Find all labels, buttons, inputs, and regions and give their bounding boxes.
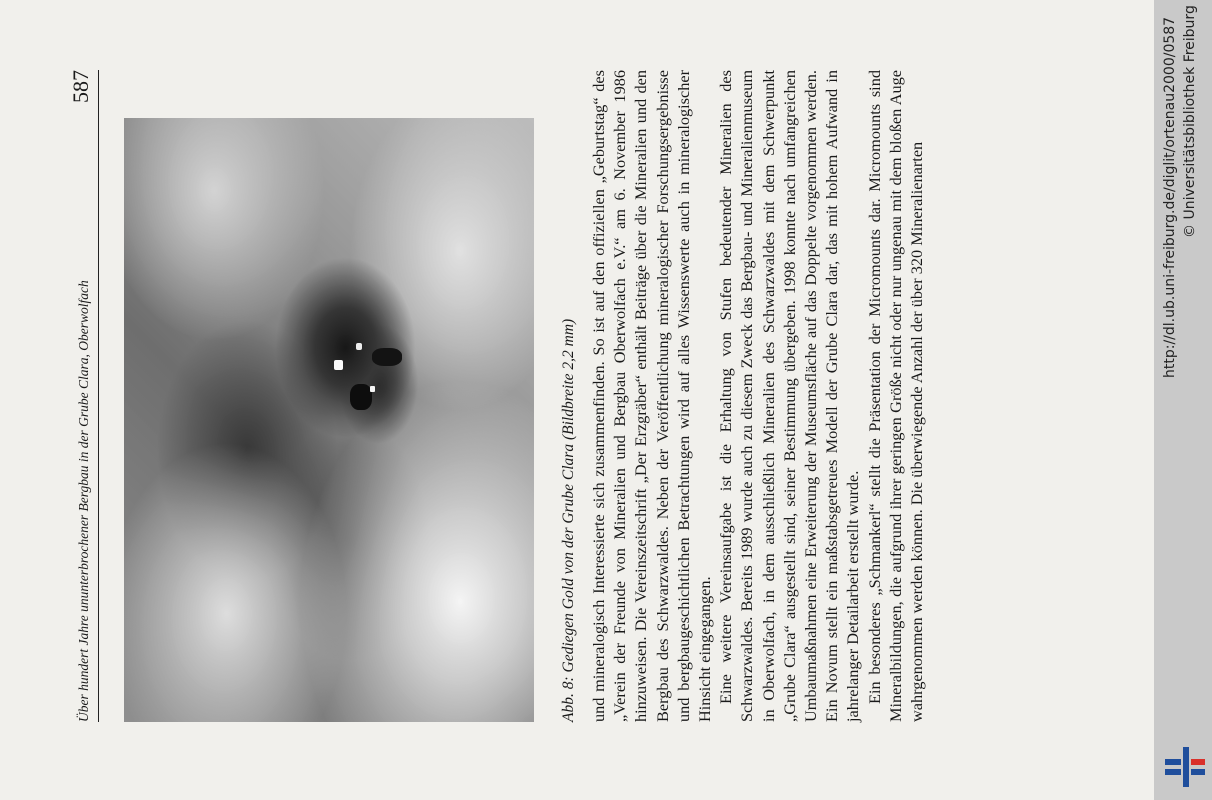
- gold-speck: [334, 360, 343, 370]
- gold-speck: [356, 343, 362, 350]
- page-number: 587: [68, 70, 93, 103]
- photo-detail: [350, 384, 372, 410]
- ub-freiburg-logo-icon: [1163, 745, 1207, 789]
- figure-photo: [124, 118, 534, 722]
- paragraph: Eine weitere Vereinsaufgabe ist die Erhaltung von Stufen bedeutender Mineralien des Schwarzwaldes. Bereits 1989 wurde auch zu diesem Zweck das Bergbau- und Mineralienmuseum in Oberwolfach, in dem ausschließlich Mineralien des Schwarzwaldes mit dem Schwerpunkt „Grube Clara“ ausgestellt sind, seiner Bestimmung übergeben. 1998 konnte nach umfangreichen Umbaumaßnahmen eine Erweiterung der Museumsfläche auf das Doppelte vorgenommen werden. Ein Novum stellt ein maßstabsgetreues Modell der Grube Clara dar, das mit hohem Aufwand in jahrelanger Detailarbeit erstellt wurde.: [716, 70, 863, 722]
- paragraph: Ein besonderes „Schmankerl“ stellt die Präsentation der Micromounts dar. Micromounts sind Mineralbildungen, die aufgrund ihrer geringen Größe nicht oder nur ungenau mit dem bloßen Auge wahrgenommen werden können. Die überwiegende Anzahl der über 320 Mineralienarten: [864, 70, 927, 722]
- figure-caption: Abb. 8: Gediegen Gold von der Grube Clara (Bildbreite 2,2 mm): [560, 318, 577, 722]
- running-header: [54, 70, 99, 722]
- copyright-text: © Universitätsbibliothek Freiburg: [1182, 5, 1198, 238]
- source-url-link[interactable]: http://dl.ub.uni-freiburg.de/diglit/ortenau2000/0587: [1162, 16, 1178, 378]
- photo-detail: [372, 348, 402, 366]
- gold-speck: [370, 386, 375, 392]
- header-title: Über hundert Jahre ununterbrochener Bergbau in der Grube Clara, Oberwolfach: [76, 280, 91, 722]
- paragraph: und mineralogisch Interessierte sich zusammenfinden. So ist auf den offiziellen „Geburtstag“ des „Verein der Freunde von Mineralien und Bergbau Oberwolfach e.V.“ am 6. November 1986 hinzuweisen. Die Vereinszeitschrift „Der Erzgräber“ enthält Beiträge über die Mineralien und den Bergbau des Schwarzwaldes. Neben der Veröffentlichung mineralogischer Forschungsergebnisse und bergbaugeschichtlichen Betrachtungen wird auf alles Wissenswerte auch in mineralogischer Hinsicht eingegangen.: [589, 70, 715, 722]
- margin-text: [1154, 0, 1212, 800]
- body-text: [588, 70, 927, 722]
